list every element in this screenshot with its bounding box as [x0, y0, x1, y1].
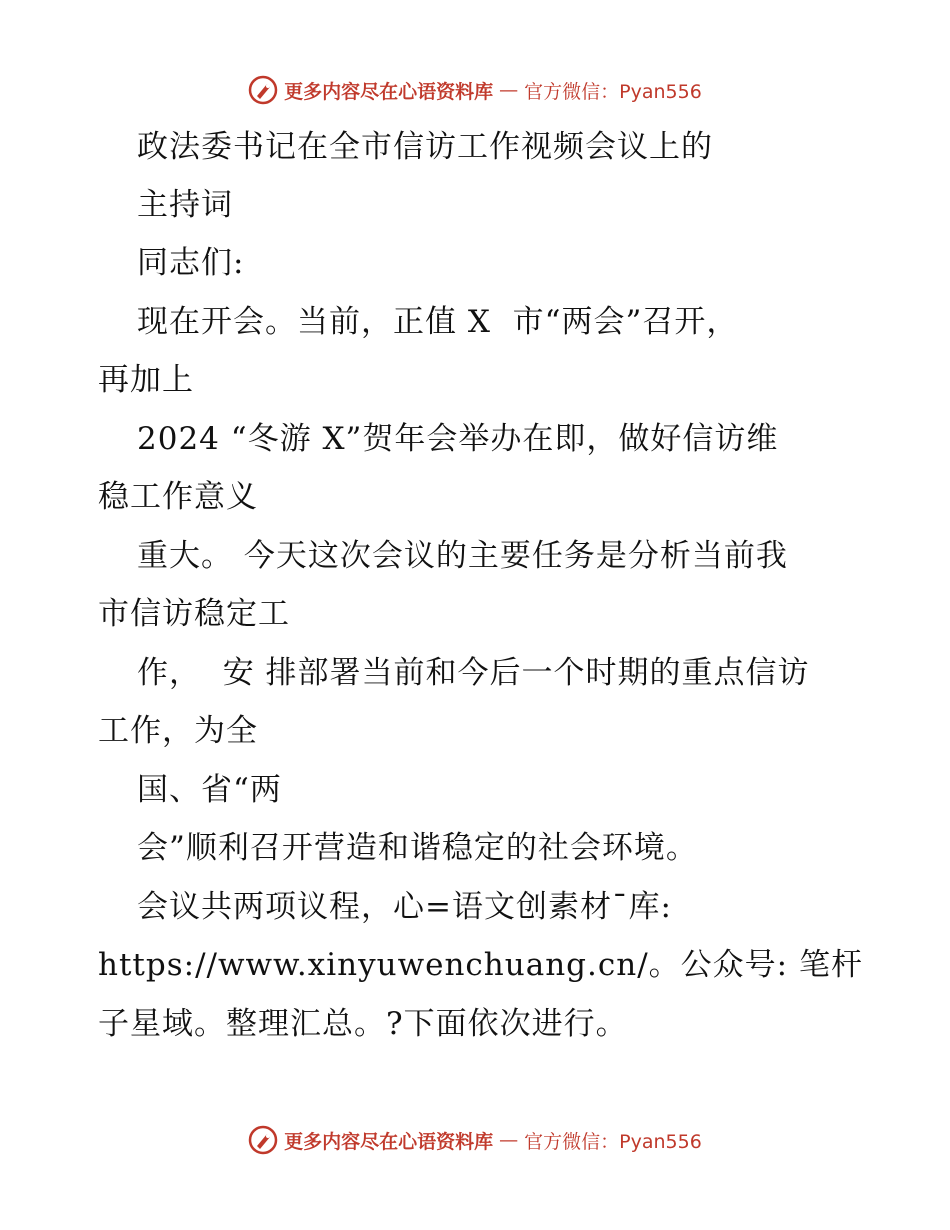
watermark-dash: — — [499, 1129, 519, 1151]
watermark-dash: — — [499, 79, 519, 101]
paragraph-line: 工作，为全 — [98, 713, 258, 749]
document-title-line-2: 主持词 — [137, 187, 233, 223]
paragraph-line: https://www.xinyuwenchuang.cn/。公众号: 笔杆 — [98, 947, 863, 983]
paragraph-line: 子星域。整理汇总。?下面依次进行。 — [98, 1006, 628, 1042]
salutation-line: 同志们: — [137, 245, 245, 281]
paragraph-line: 2024 “冬游 X”贺年会举办在即，做好信访维 — [137, 421, 779, 457]
watermark-main-text: 更多内容尽在心语资料库 — [284, 80, 494, 103]
paragraph-line: 再加上 — [98, 362, 194, 398]
watermark-main-text: 更多内容尽在心语资料库 — [284, 1130, 494, 1153]
watermark-contact-text: 官方微信：Pyan556 — [524, 1130, 702, 1153]
paragraph-line: 重大。 今天这次会议的主要任务是分析当前我 — [137, 538, 788, 574]
paragraph-line: 现在开会。当前，正值 X 市“两会”召开， — [137, 304, 739, 340]
paragraph-line: 作， 安 排部署当前和今后一个时期的重点信访 — [137, 655, 810, 691]
watermark-contact-text: 官方微信：Pyan556 — [524, 80, 702, 103]
footer-watermark — [0, 1120, 950, 1160]
paragraph-line: 会议共两项议程，心=语文创素材¯库: — [137, 889, 672, 925]
paragraph-line: 稳工作意义 — [98, 479, 258, 515]
paragraph-line: 市信访稳定工 — [98, 596, 290, 632]
paragraph-line: 会”顺利召开营造和谐稳定的社会环境。 — [137, 830, 698, 866]
pen-nib-logo-icon — [248, 1125, 278, 1155]
document-title-line-1: 政法委书记在全市信访工作视频会议上的 — [137, 129, 713, 165]
paragraph-line: 国、省“两 — [137, 772, 282, 808]
